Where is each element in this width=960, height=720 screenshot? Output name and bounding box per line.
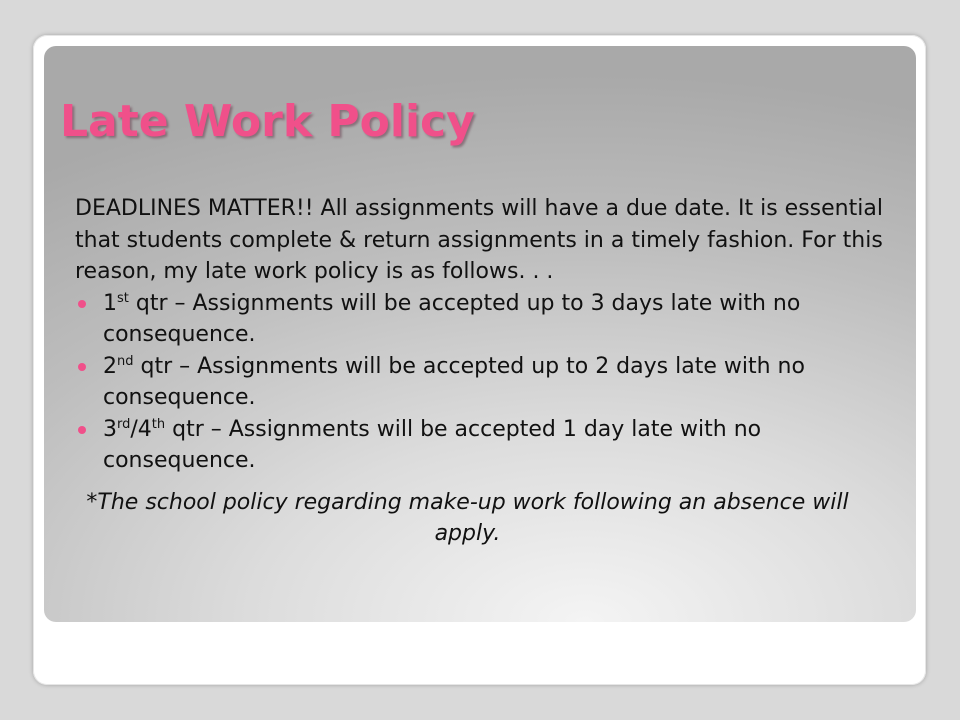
bullet-text: qtr – Assignments will be accepted 1 day late with no consequence. [103, 416, 762, 473]
ordinal-number-second: /4 [130, 416, 152, 442]
bullet-dot-icon [78, 363, 86, 371]
ordinal-suffix: nd [117, 353, 134, 369]
intro-paragraph: DEADLINES MATTER!! All assignments will have a due date. It is essential that students complete & return assignments in a timely fashion. For this reason, my late work policy is as follows. . . [75, 196, 883, 284]
bullet-dot-icon [78, 426, 86, 434]
school-policy-note: *The school policy regarding make-up work following an absence will apply. [86, 489, 849, 546]
slide-body [75, 193, 915, 550]
policy-bullet-1st-qtr [75, 288, 893, 351]
bullet-text: qtr – Assignments will be accepted up to 3 days late with no consequence. [103, 290, 801, 347]
policy-bullet-list [75, 288, 915, 477]
bullet-text: qtr – Assignments will be accepted up to 2 days late with no consequence. [103, 353, 805, 410]
bullet-dot-icon [78, 300, 86, 308]
ordinal-suffix-second: th [151, 416, 166, 432]
ordinal-number: 1 [103, 290, 117, 316]
policy-bullet-2nd-qtr [75, 351, 893, 414]
ordinal-number: 3 [103, 416, 117, 442]
policy-bullet-3rd-4th-qtr [75, 414, 893, 477]
ordinal-number: 2 [103, 353, 117, 379]
slide-title: Late Work Policy [60, 96, 475, 147]
ordinal-suffix: st [117, 290, 129, 306]
ordinal-suffix: rd [117, 416, 131, 432]
